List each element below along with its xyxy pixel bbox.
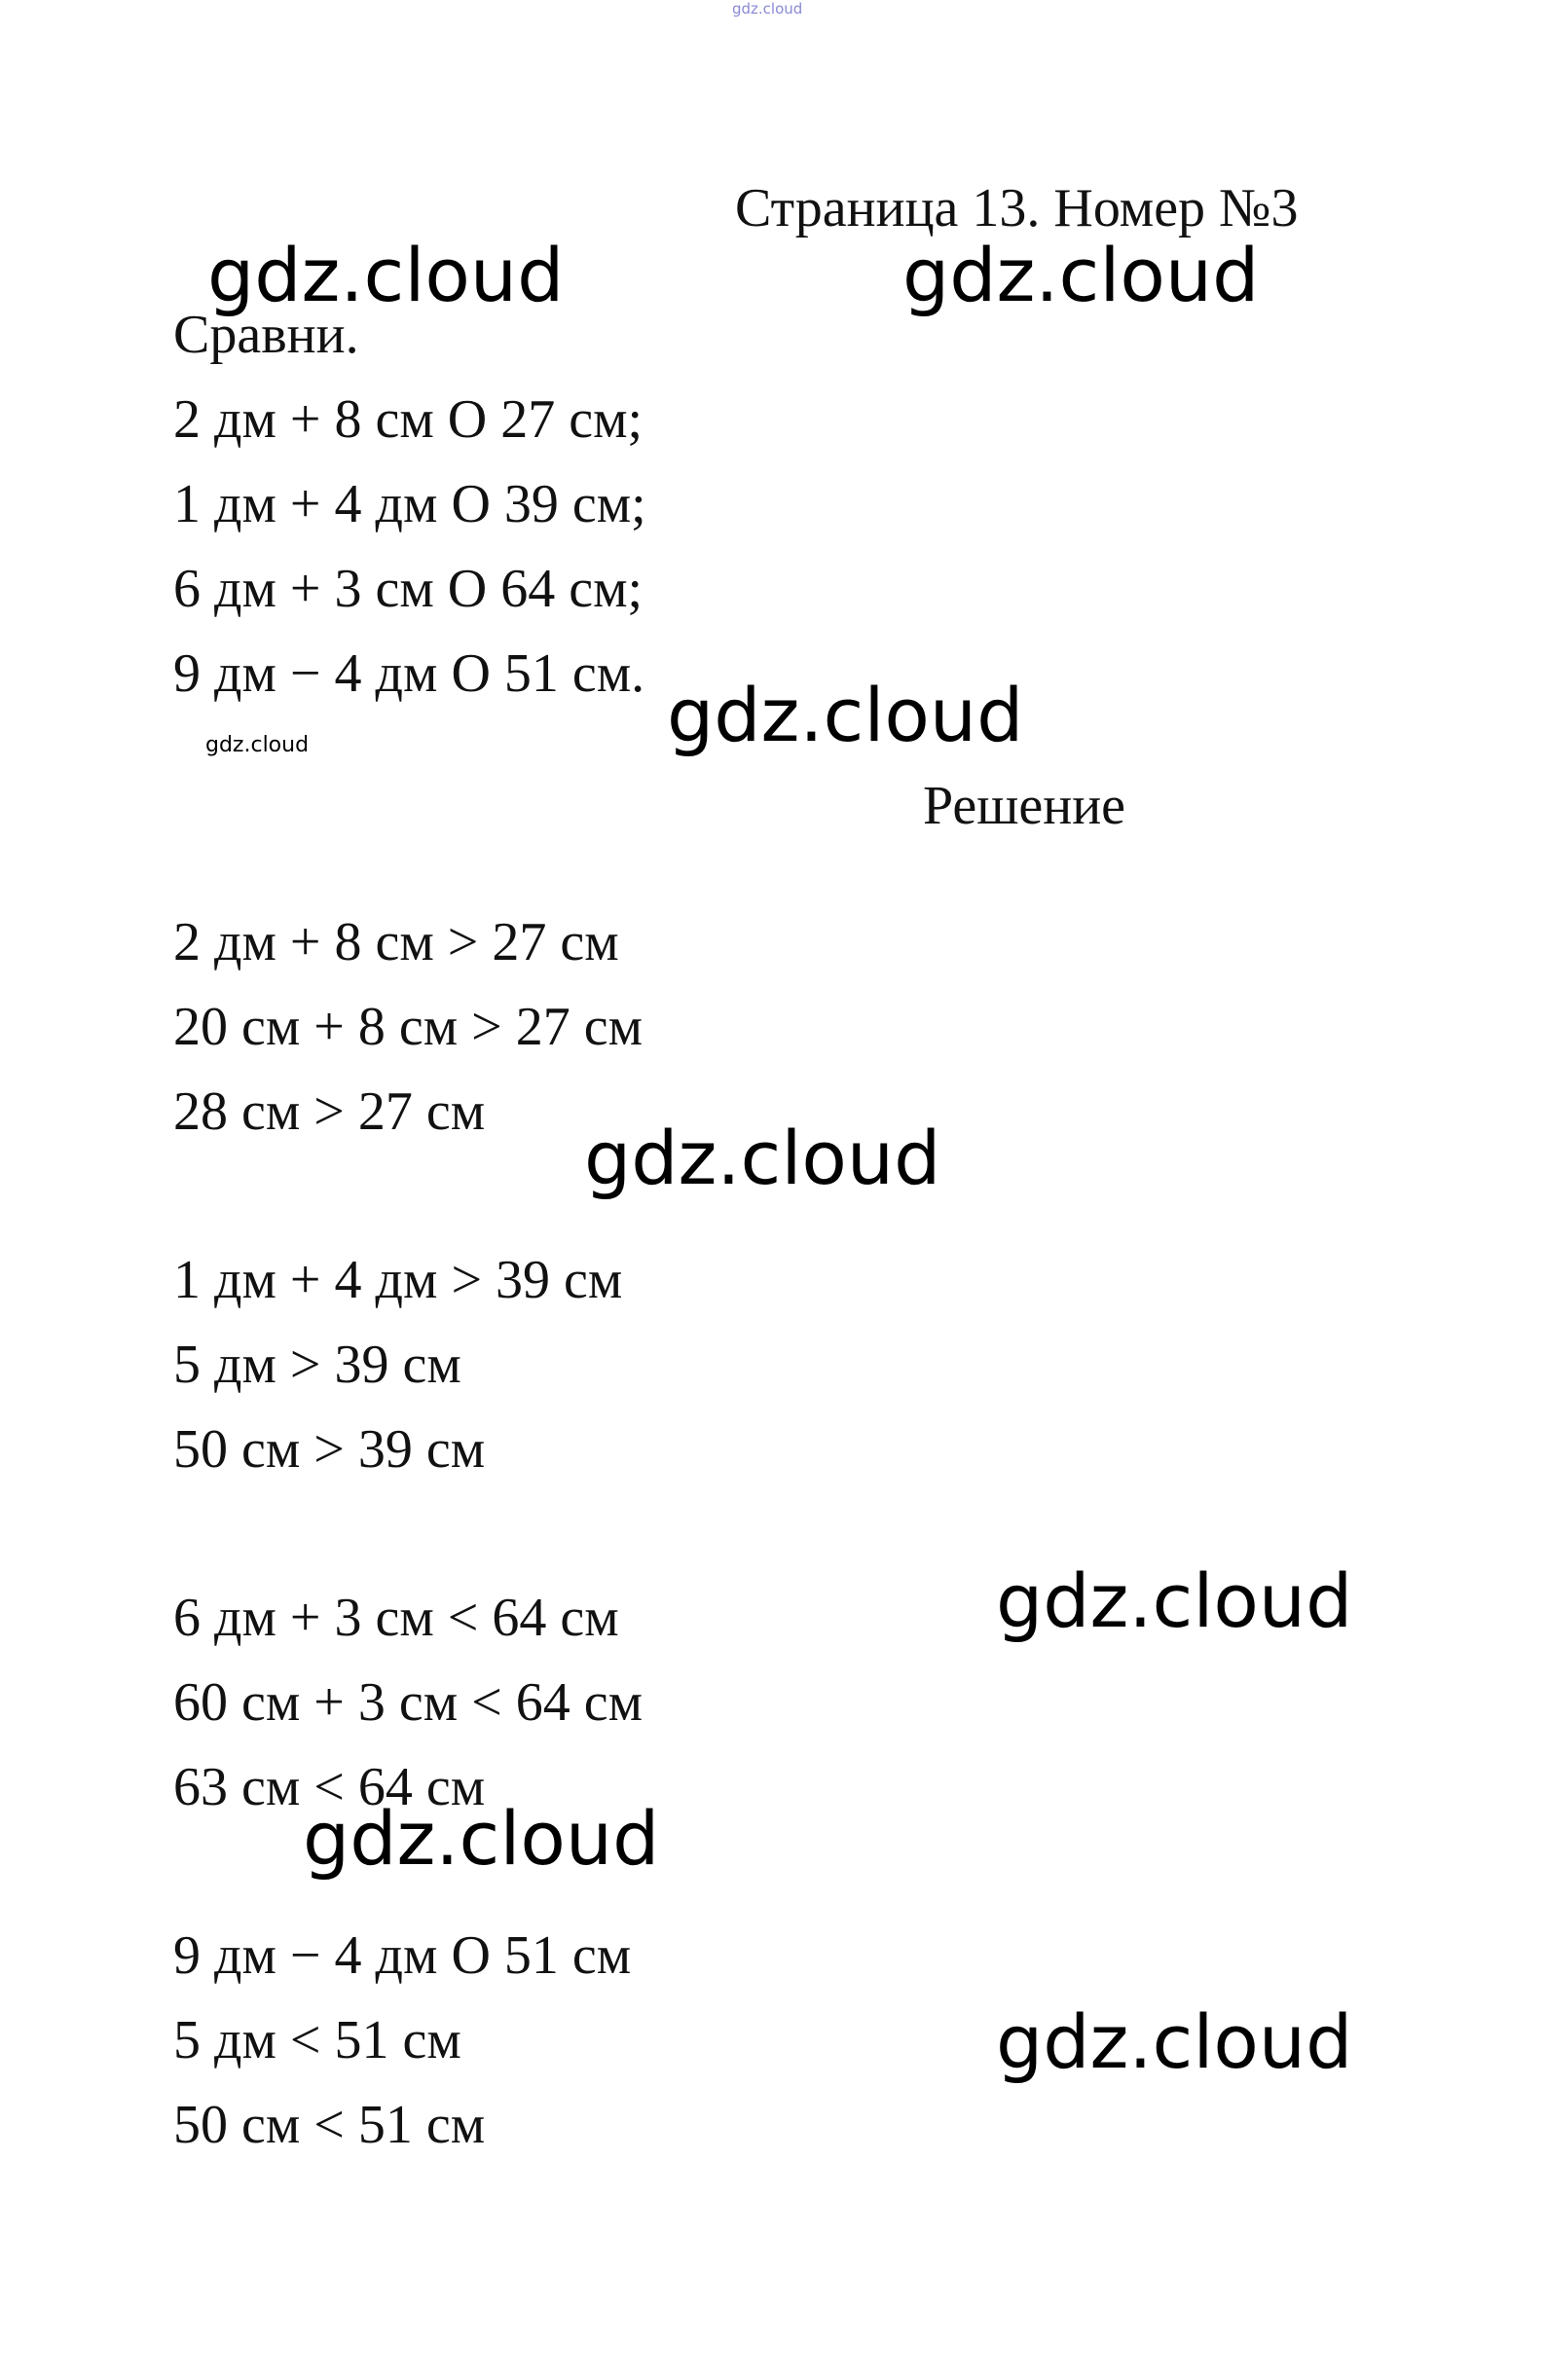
watermark: gdz.cloud xyxy=(584,1115,941,1201)
solution-line: 5 дм > 39 см xyxy=(173,1335,461,1395)
watermark: gdz.cloud xyxy=(996,1557,1353,1644)
solution-line: 60 см + 3 см < 64 см xyxy=(173,1672,644,1733)
page-title: Страница 13. Номер №3 xyxy=(735,178,1299,238)
top-watermark: gdz.cloud xyxy=(732,0,803,18)
solution-line: 6 дм + 3 см < 64 см xyxy=(173,1588,619,1648)
watermark: gdz.cloud xyxy=(667,672,1024,758)
task-line: 1 дм + 4 дм О 39 см; xyxy=(173,474,646,534)
watermark: gdz.cloud xyxy=(303,1795,660,1882)
solution-line: 5 дм < 51 см xyxy=(173,2010,461,2070)
task-line: 2 дм + 8 см О 27 см; xyxy=(173,389,644,450)
watermark-small: gdz.cloud xyxy=(205,733,310,757)
task-line: 6 дм + 3 см О 64 см; xyxy=(173,559,644,619)
solution-line: 28 см > 27 см xyxy=(173,1081,486,1142)
watermark: gdz.cloud xyxy=(902,232,1260,318)
solution-line: 2 дм + 8 см > 27 см xyxy=(173,912,619,972)
solution-line: 9 дм − 4 дм О 51 см xyxy=(173,1925,632,1986)
watermark: gdz.cloud xyxy=(996,1998,1353,2085)
solution-line: 20 см + 8 см > 27 см xyxy=(173,997,644,1057)
solution-line: 50 см > 39 см xyxy=(173,1419,486,1480)
solution-line: 1 дм + 4 дм > 39 см xyxy=(173,1250,623,1310)
solution-line: 63 см < 64 см xyxy=(173,1757,486,1817)
watermark: gdz.cloud xyxy=(207,232,565,318)
solution-heading: Решение xyxy=(923,776,1126,836)
task-prompt: Сравни. xyxy=(173,305,359,365)
task-line: 9 дм − 4 дм О 51 см. xyxy=(173,643,645,704)
solution-line: 50 см < 51 см xyxy=(173,2095,486,2155)
